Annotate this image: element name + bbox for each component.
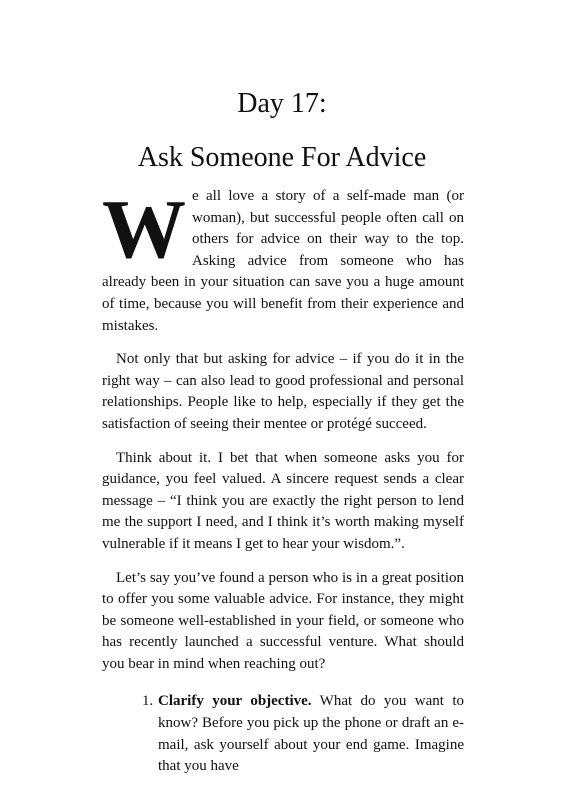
drop-cap: W [102, 183, 184, 276]
step-heading: Clarify your objective. [158, 693, 312, 710]
chapter-day: Day 17: [237, 88, 327, 119]
paragraph-3: Think about it. I bet that when someone asks you for guidance, you feel valued. A sincere request sends a clear message – “I think you are exactly the right person to lend me the support I need, and I think it’s worth making myself vulnerable if it means I get to hear your wisdom.”. [102, 449, 464, 552]
chapter-title: Ask Someone For Advice [137, 142, 427, 173]
step-text: What do you want to know? Before you pick up the phone or draft an e-mail, ask yourself about your end game. Imagine that you have [158, 693, 464, 775]
body-text [102, 183, 464, 778]
paragraph-2: Not only that but asking for advice – if you do it in the right way – can also lead to good professional and personal relationships. People like to help, especially if they get the satisfaction of seeing their mentee or protégé succeed. [102, 351, 464, 432]
step-number: 1. [142, 693, 154, 710]
steps-list [102, 691, 464, 777]
paragraph-1-text: e all love a story of a self-made man (or woman), but successful people often call on others for advice on their way to the top. Asking advice from someone who has already been in your situation can save you a huge amount of time, because you will benefit from their experience and mistakes. [102, 188, 464, 334]
step-item [142, 691, 464, 777]
paragraph-4: Let’s say you’ve found a person who is in a great position to offer you some valuable advice. For instance, they might be someone well-established in your field, or someone who has recently launched a successful venture. What should you bear in mind when reaching out? [102, 569, 464, 672]
paragraph-1 [102, 183, 464, 337]
